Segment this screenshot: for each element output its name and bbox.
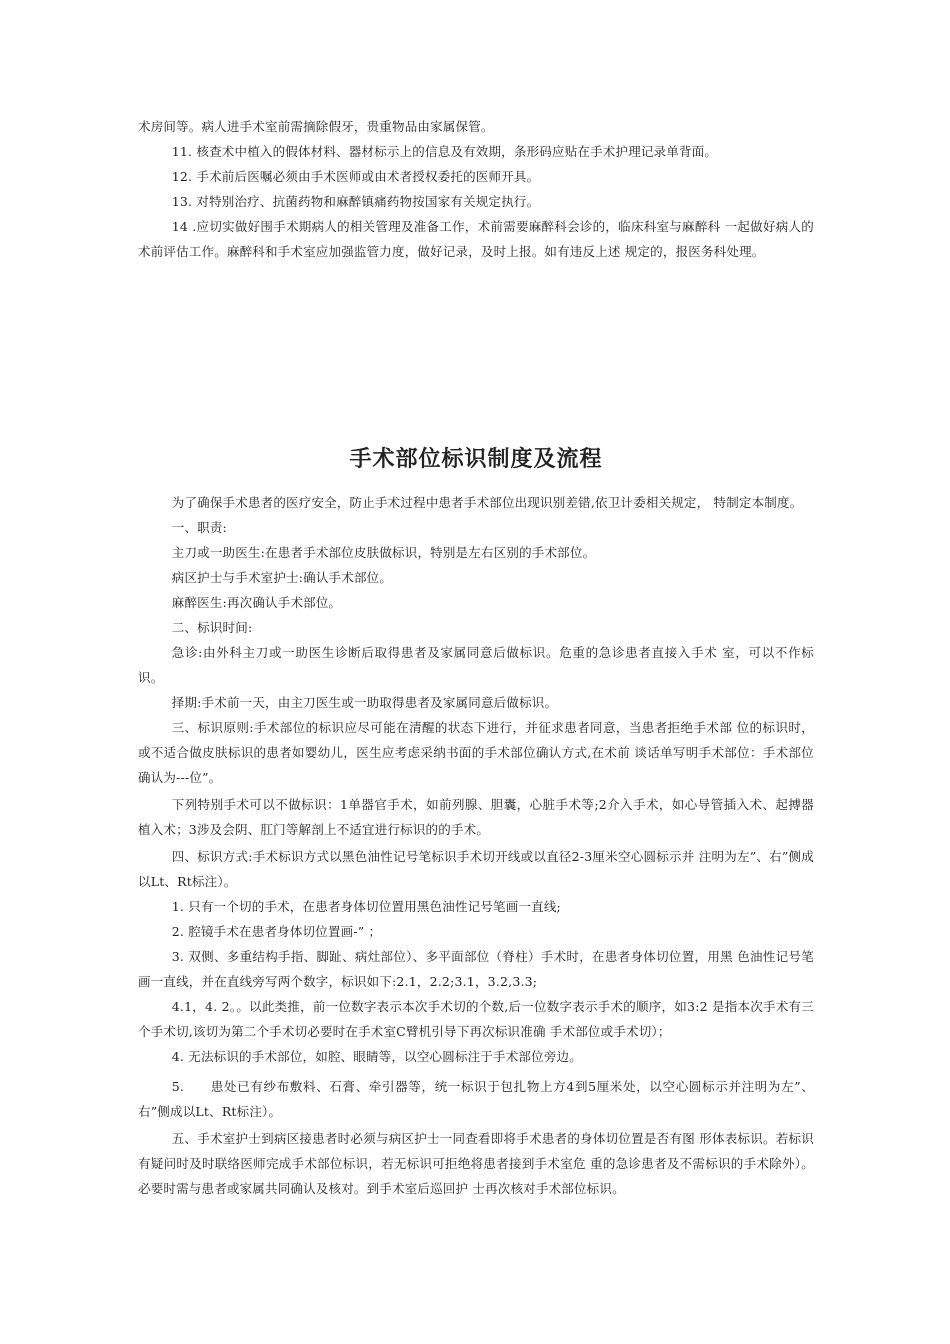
paragraph-ward-handover: 五、手术室护士到病区接患者时必须与病区护士一同查看即将手术患者的身体切位置是否有图 形体表标识。若标识有疑问时及时联络医师完成手术部位标识，若无标识可拒绝将患者接到手术室危 重的急诊患者及不需标识的手术除外）。必要时需与患者或家属共同确认及核对。到手术室后巡回护 士再次核对手术部位标识。 <box>138 1131 814 1196</box>
list-item-4: 4. 无法标识的手术部位，如腔、眼睛等，以空心圆标注于手术部位旁边。 <box>171 1049 582 1064</box>
paragraph-exempt-surgeries: 下列特别手术可以不做标识：1单器官手术，如前列腺、胆囊，心脏手术等;2介入手术，如心导管插入术、起搏器植入术；3涉及会阴、肛门等解剖上不适宜进行标识的的手术。 <box>138 797 814 837</box>
document-title: 手术部位标识制度及流程 <box>349 446 603 472</box>
paragraph-item-14: 14 .应切实做好围手术期病人的相关管理及准备工作，术前需要麻醉科会诊的，临床科室与麻醉科 一起做好病人的术前评估工作。麻醉科和手术室应加强监管力度，做好记录，及时上报。如有违反上述 规定的，报医务科处理。 <box>138 219 814 259</box>
list-item-5: 5. 患处已有纱布敷料、石膏、牵引器等，统一标识于包扎物上方4到5厘米处，以空心圆标示并注明为左”、右”侧成以Lt、Rt标注）。 <box>138 1079 814 1119</box>
list-item-1: 1. 只有一个切的手术，在患者身体切位置用黑色油性记号笔画一直线; <box>171 899 561 914</box>
paragraph-marking-principle: 三、标识原则:手术部位的标识应尽可能在清醒的状态下进行，并征求患者同意，当患者拒绝手术部 位的标识时，或不适合做皮肤标识的患者如婴幼儿，医生应考虑采纳书面的手术部位确认方式,在术前 谈话单写明手术部位：手术部位确认为---位”。 <box>138 720 814 785</box>
document-body <box>138 490 814 1201</box>
heading-responsibilities: 一、职责: <box>171 520 227 535</box>
list-item-2: 2. 腔镜手术在患者身体切位置画-” ； <box>171 924 382 939</box>
paragraph-emergency: 急诊:由外科主刀或一助医生诊断后取得患者及家属同意后做标识。危重的急诊患者直接入手术 室，可以不作标识。 <box>138 645 814 685</box>
previous-section-continuation <box>138 114 814 264</box>
paragraph-continuation: 术房间等。病人进手术室前需摘除假牙，贵重物品由家属保管。 <box>138 119 494 134</box>
paragraph-item-12: 12. 手术前后医嘱必须由手术医师或由术者授权委托的医师开具。 <box>171 169 540 184</box>
paragraph-elective: 择期:手术前一天，由主刀医生或一助取得患者及家属同意后做标识。 <box>171 695 558 710</box>
heading-marking-time: 二、标识时间: <box>171 620 253 635</box>
paragraph-nurses: 病区护士与手术室护士:确认手术部位。 <box>171 570 393 585</box>
paragraph-marking-method: 四、标识方式:手术标识方式以黑色油性记号笔标识手术切开线或以直径2-3厘米空心圆标示并 注明为左”、右”侧成以Lt、Rt标注）。 <box>138 849 814 889</box>
paragraph-intro: 为了确保手术患者的医疗安全，防止手术过程中患者手术部位出现识别差错,依卫计委相关规定， 特制定本制度。 <box>171 495 803 510</box>
paragraph-surgeon: 主刀或一助医生:在患者手术部位皮肤做标识，特别是左右区别的手术部位。 <box>171 545 596 560</box>
paragraph-anesthetist: 麻醉医生:再次确认手术部位。 <box>171 595 342 610</box>
paragraph-item-11: 11. 核查术中植入的假体材料、器材标示上的信息及有效期，条形码应贴在手术护理记录单背面。 <box>171 144 718 159</box>
list-item-3-continued: 4.1，4. 2。。以此类推，前一位数字表示本次手术切的个数,后一位数字表示手术的顺序，如3:2 是指本次手术有三个手术切,该切为第二个手术切必要时在手术室C臂机引导下再次标识准确 手术部位或手术切）； <box>138 999 814 1039</box>
list-item-3: 3. 双侧、多重结构手指、脚趾、病灶部位）、多平面部位（脊柱）手术时，在患者身体切位置，用黑 色油性记号笔画一直线，并在直线旁写两个数字，标识如下:2.1，2.2;3.1，3.2,3.3; <box>138 949 814 989</box>
paragraph-item-13: 13. 对特别治疗、抗菌药物和麻醉镇痛药物按国家有关规定执行。 <box>171 194 540 209</box>
